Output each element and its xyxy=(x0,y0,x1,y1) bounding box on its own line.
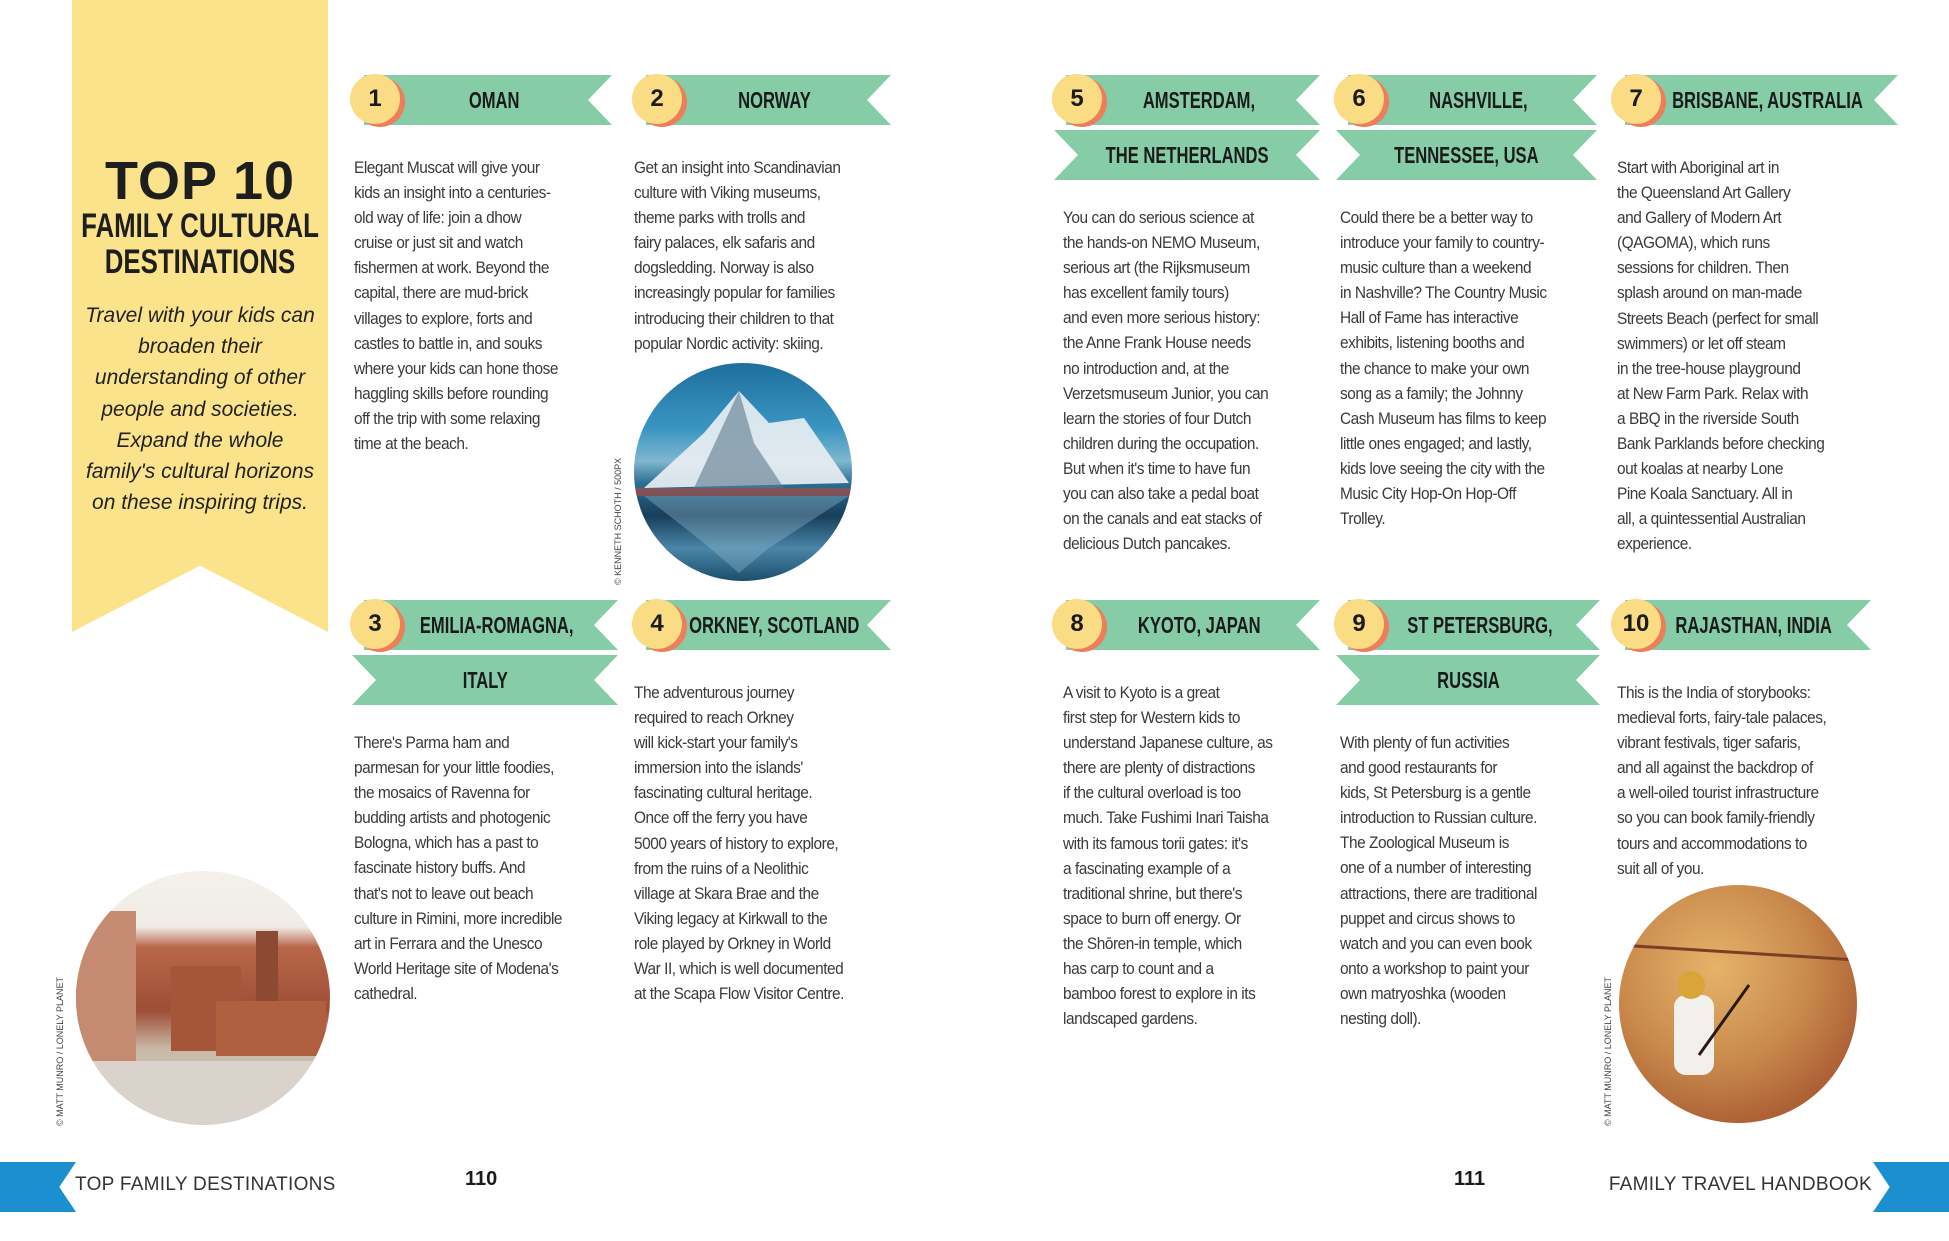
destination-description: This is the India of storybooks: medieval forts, fairy-tale palaces, vibrant festivals, tiger safaris, and all against the backdrop of a well-oiled tourist infrastructure so you can book family-friendly tours and accommodations to suit all of you. xyxy=(1617,683,1827,878)
footer-left-tab xyxy=(0,1162,76,1212)
destination-number-badge: 4 xyxy=(632,599,682,649)
destination-title-text: KYOTO, JAPAN xyxy=(1137,612,1261,638)
destination-title-text: ST PETERSBURG, xyxy=(1407,612,1553,638)
destination-description: Start with Aboriginal art in the Queensland Art Gallery and Gallery of Modern Art (QAGOMA), which runs sessions for children. Then splash around on man-made Streets Beach (perfect for small swimmers) or let off steam in the tree-house playground at New Farm Park. Relax with a BBQ in the riverside South Bank Parklands before checking out koalas at nearby Lone Pine Koala Sanctuary. All in all, a quintessential Australian experience. xyxy=(1617,158,1825,554)
page-subtitle xyxy=(65,208,336,280)
destination-title xyxy=(696,75,853,125)
musician-illustration xyxy=(1619,885,1857,1123)
destination-title-line-2-text: TENNESSEE, USA xyxy=(1394,142,1539,168)
destination-description: With plenty of fun activities and good restaurants for kids, St Petersburg is a gentle introduction to Russian culture. The Zoological Museum is one of a number of interesting attractions, there are traditional puppet and circus shows to watch and you can even book onto a workshop to paint your own matryoshka (wooden nesting doll). xyxy=(1340,733,1538,1029)
destination-title-text: BRISBANE, AUSTRALIA xyxy=(1672,87,1863,113)
destination-title-line-2 xyxy=(1360,130,1573,180)
destination-title xyxy=(414,75,574,125)
destination-number-badge: 2 xyxy=(632,74,682,124)
destination-title-text: OMAN xyxy=(468,87,520,113)
destination-description: There's Parma ham and parmesan for your little foodies, the mosaics of Ravenna for budding artists and photogenic Bologna, which has a past to fascinate history buffs. And that's not to leave out beach culture in Rimini, more incredible art in Ferrara and the Unesco World Heritage site of Modena's cathedral. xyxy=(354,733,563,1003)
destination-description: You can do serious science at the hands-on NEMO Museum, serious art (the Rijksmuseum has excellent family tours) and even more serious history: the Anne Frank House needs no introduction and, at the Verzetsmuseum Junior, you can learn the stories of four Dutch children during the occupation. But when it's time to have fun you can also take a pedal boat on the canals and eat stacks of delicious Dutch pancakes. xyxy=(1063,208,1269,554)
rajasthan-photo xyxy=(1619,885,1857,1123)
destination-title xyxy=(414,600,580,650)
destination-number-badge: 7 xyxy=(1611,74,1661,124)
destination-title xyxy=(1398,75,1559,125)
destination-title-text: NASHVILLE, xyxy=(1429,87,1528,113)
destination-number-badge: 1 xyxy=(350,74,400,124)
destination-number-badge: 3 xyxy=(350,599,400,649)
destination-title xyxy=(1672,75,1863,125)
destination-title-text: ORKNEY, SCOTLAND xyxy=(689,612,860,638)
destination-title-line-2 xyxy=(1078,130,1296,180)
destination-title-text: EMILIA-ROMAGNA, xyxy=(420,612,574,638)
page-number-left: 110 xyxy=(465,1168,498,1190)
bologna-illustration xyxy=(76,871,330,1125)
destination-number-badge: 9 xyxy=(1334,599,1384,649)
footer-book-title: FAMILY TRAVEL HANDBOOK xyxy=(1608,1174,1872,1195)
footer-right-tab xyxy=(1873,1162,1949,1212)
destination-title xyxy=(1116,75,1282,125)
destination-description: Elegant Muscat will give your kids an insight into a centuries- old way of life: join a dhow cruise or just sit and watch fishermen at work. Beyond the capital, there are mud-brick villages to explore, forts and castles to battle in, and souks where your kids can hone those haggling skills before rounding off the trip with some relaxing time at the beach. xyxy=(354,158,558,454)
photo-credit-bologna: © MATT MUNRO / LONELY PLANET xyxy=(55,977,65,1126)
destination-description: Could there be a better way to introduce your family to country- music culture than a weekend in Nashville? The Country Music Hall of Fame has interactive exhibits, listening booths and the chance to make your own song as a family; the Johnny Cash Museum has films to keep little ones engaged; and lastly, kids love seeing the city with the Music City Hop-On Hop-Off Trolley. xyxy=(1340,208,1547,529)
destination-title xyxy=(1675,600,1833,650)
destination-title-text: NORWAY xyxy=(738,87,811,113)
norway-photo xyxy=(634,363,852,581)
subtitle-line-1: FAMILY CULTURAL xyxy=(81,207,319,245)
destination-title-line-2-text: RUSSIA xyxy=(1436,667,1500,693)
bologna-photo xyxy=(76,871,330,1125)
destination-title-text: AMSTERDAM, xyxy=(1142,87,1256,113)
destination-title xyxy=(689,600,860,650)
intro-text: Travel with your kids can broaden their understanding of other people and societies. Expand the whole family's cultural horizons on these inspiring trips. xyxy=(85,304,315,515)
destination-title-line-2-text: ITALY xyxy=(462,667,508,693)
destination-number-badge: 6 xyxy=(1334,74,1384,124)
destination-description: Get an insight into Scandinavian culture with Viking museums, theme parks with trolls and fairy palaces, elk safaris and dogsledding. Norway is also increasingly popular for families introducing their children to that popular Nordic activity: skiing. xyxy=(634,158,841,353)
photo-credit-rajasthan: © MATT MUNRO / LONELY PLANET xyxy=(1603,977,1613,1126)
destination-title-line-2 xyxy=(376,655,594,705)
destination-number-badge: 8 xyxy=(1052,599,1102,649)
destination-title xyxy=(1398,600,1562,650)
destination-number-badge: 5 xyxy=(1052,74,1102,124)
page-number-right: 111 xyxy=(1454,1168,1486,1190)
page-title: TOP 10 xyxy=(104,151,296,211)
subtitle-line-2: DESTINATIONS xyxy=(104,243,296,281)
footer-section-label: TOP FAMILY DESTINATIONS xyxy=(75,1174,336,1195)
destination-title xyxy=(1116,600,1282,650)
destination-title-text: RAJASTHAN, INDIA xyxy=(1675,612,1833,638)
destination-number-badge: 10 xyxy=(1611,599,1661,649)
destination-description: The adventurous journey required to reach Orkney will kick-start your family's immersion into the islands' fascinating cultural heritage. Once off the ferry you have 5000 years of history to explore, from the ruins of a Neolithic village at Skara Brae and the Viking legacy at Kirkwall to the role played by Orkney in World War II, which is well documented at the Scapa Flow Visitor Centre. xyxy=(634,683,844,1004)
destination-title-line-2-text: THE NETHERLANDS xyxy=(1105,142,1269,168)
destination-title-line-2 xyxy=(1360,655,1576,705)
destination-description: A visit to Kyoto is a great first step for Western kids to understand Japanese culture, as there are plenty of distractions if the cultural overload is too much. Take Fushimi Inari Taisha with its famous torii gates: it's a fascinating example of a traditional shrine, but there's space to burn off energy. Or the Shōren-in temple, which has carp to count and a bamboo forest to explore in its landscaped gardens. xyxy=(1063,683,1273,1029)
photo-credit-norway: © KENNETH SCHOTH / 500PX xyxy=(613,457,623,585)
mountain-illustration xyxy=(634,363,852,581)
